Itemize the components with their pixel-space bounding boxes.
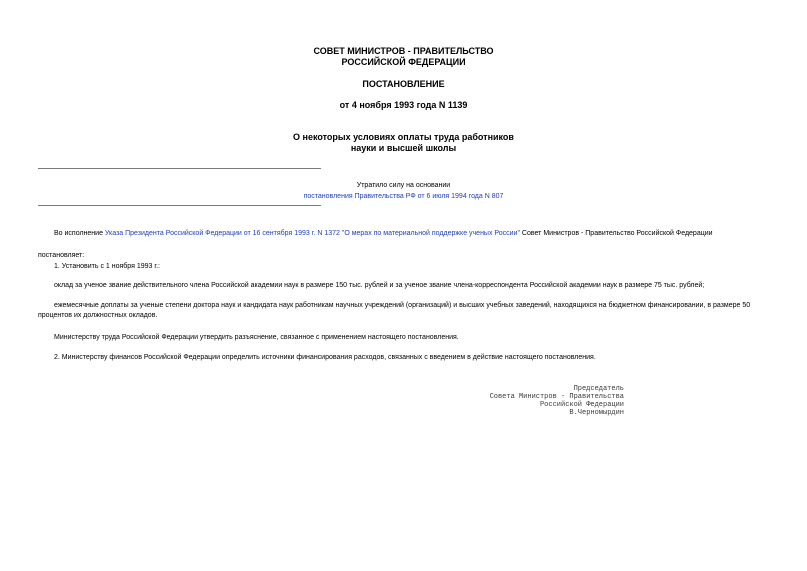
item-1-allowances: ежемесячные доплаты за ученые степени доктора наук и кандидата наук работникам научных учреждений (организаций) и высших учебных заведений, находящихся на бюджетном финансировании, в размере 50 процентов их должностных окладов. (38, 302, 751, 319)
intro-suffix: Совет Министров - Правительство Российской Федерации (519, 230, 713, 237)
item-2: 2. Министерству финансов Российской Федерации определить источники финансирования расходов, связанных с введением в действие настоящего постановления. (54, 354, 596, 361)
item-1: 1. Установить с 1 ноября 1993 г.: (54, 263, 160, 270)
subject-line-1: О некоторых условиях оплаты труда работников (293, 132, 514, 142)
ministry-labor-paragraph: Министерству труда Российской Федерации утвердить разъяснение, связанное с применением настоящего постановления. (54, 334, 459, 341)
document-date-number: от 4 ноября 1993 года N 1139 (339, 100, 468, 110)
repeal-decree-link[interactable]: постановления Правительства РФ от 6 июля 1994 года N 807 (303, 193, 504, 200)
signature-line-4: В.Черномырдин (569, 409, 624, 417)
divider-top (38, 168, 321, 169)
status-note (0, 180, 807, 202)
intro-prefix: Во исполнение (54, 230, 105, 237)
signature-line-1: Председатель (573, 385, 624, 393)
intro-paragraph (54, 229, 713, 239)
signature-line-3: Российской Федерации (539, 401, 624, 409)
status-note-text: Утратило силу на основании (356, 182, 451, 189)
subject-line-2: науки и высшей школы (350, 143, 457, 153)
decree-word: постановляет: (38, 252, 85, 259)
presidential-decree-link[interactable]: Указа Президента Российской Федерации от 16 сентября 1993 г. N 1372 "О мерах по материальной поддержке ученых России" (104, 230, 520, 237)
issuer-line-1: СОВЕТ МИНИСТРОВ - ПРАВИТЕЛЬСТВО (313, 46, 494, 56)
divider-bottom (38, 205, 321, 206)
issuer-heading (0, 46, 807, 68)
document-type: ПОСТАНОВЛЕНИЕ (362, 79, 445, 89)
item-1-salary: оклад за ученое звание действительного члена Российской академии наук в размере 150 тыс. рублей и за ученое звание члена-корреспондента Российской академии наук в размере 75 тыс. рублей; (54, 282, 705, 289)
signature-block (490, 385, 624, 417)
issuer-line-2: РОССИЙСКОЙ ФЕДЕРАЦИИ (341, 57, 466, 67)
signature-line-2: Совета Министров - Правительства (489, 393, 624, 401)
document-subject (0, 132, 807, 154)
